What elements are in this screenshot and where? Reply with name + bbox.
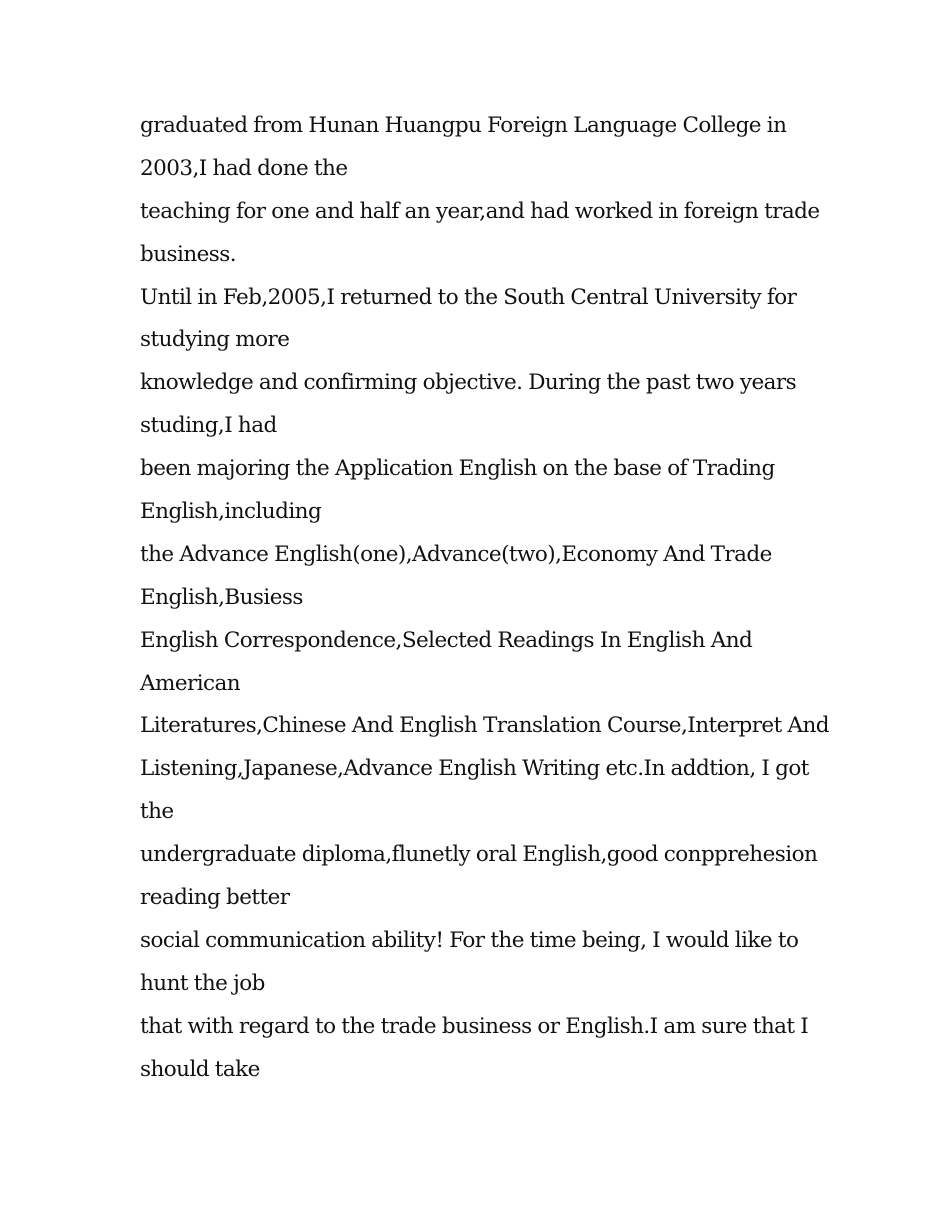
text-line: the Advance English(one),Advance(two),Economy And Trade xyxy=(140,541,772,567)
text-line: teaching for one and half an year,and had worked in foreign trade xyxy=(140,198,820,224)
text-line: reading better xyxy=(140,885,290,911)
text-line: Literatures,Chinese And English Translation Course,Interpret And xyxy=(140,713,829,739)
text-line: 2003,I had done the xyxy=(140,155,348,181)
text-line: hunt the job xyxy=(140,970,265,996)
text-line: studying more xyxy=(140,327,290,353)
text-line: studing,I had xyxy=(140,413,277,439)
text-line: Listening,Japanese,Advance English Writing etc.In addtion, I got xyxy=(140,756,809,782)
text-line: English,Busiess xyxy=(140,584,303,610)
text-line: graduated from Hunan Huangpu Foreign Language College in xyxy=(140,113,787,138)
text-line: knowledge and confirming objective. During the past two years xyxy=(140,370,797,396)
body-text xyxy=(140,105,840,1091)
text-line: should take xyxy=(140,1056,260,1082)
text-line: the xyxy=(140,799,174,825)
text-line: English Correspondence,Selected Readings In English And xyxy=(140,627,753,653)
text-line: social communication ability! For the time being, I would like to xyxy=(140,927,799,953)
text-line: English,including xyxy=(140,499,322,525)
text-line: Until in Feb,2005,I returned to the South Central University for xyxy=(140,284,797,310)
text-line: American xyxy=(140,670,241,696)
text-line: been majoring the Application English on the base of Trading xyxy=(140,456,775,482)
text-line: business. xyxy=(140,241,237,267)
text-line: undergraduate diploma,flunetly oral English,good conpprehesion xyxy=(140,842,818,868)
text-line: that with regard to the trade business or English.I am sure that I xyxy=(140,1013,809,1039)
